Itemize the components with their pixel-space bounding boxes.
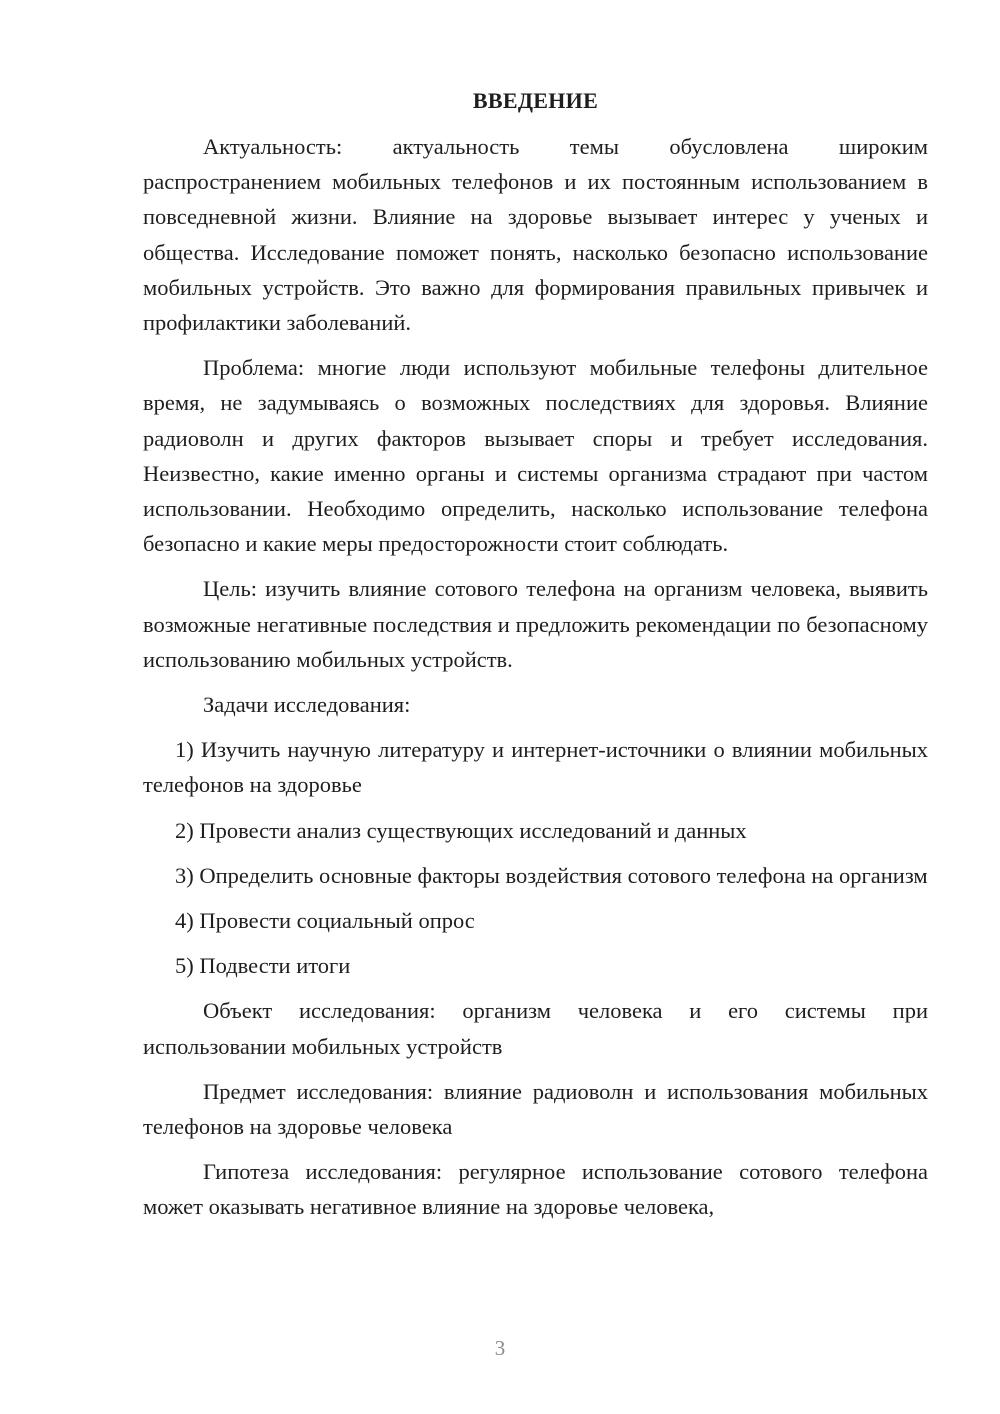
page-number: 3 (494, 1336, 506, 1360)
task-item: 3) Определить основные факторы воздействия сотового телефона на организм (175, 862, 928, 888)
task-item: 5) Подвести итоги (175, 953, 351, 979)
paragraph-subject: Предмет исследования: влияние радиоволн и использования мобильных телефонов на здоровье человека (143, 1078, 928, 1140)
paragraph-object: Объект исследования: организм человека и его системы при использовании мобильных устройств (143, 998, 928, 1059)
paragraph-hypothesis: Гипотеза исследования: регулярное использование сотового телефона может оказывать негативное влияние на здоровье человека, (143, 1159, 928, 1220)
paragraph-goal: Цель: изучить влияние сотового телефона на организм человека, выявить возможные негативные последствия и предложить рекомендации по безопасному использованию мобильных устройств. (143, 576, 928, 672)
paragraph-relevance: Актуальность: актуальность темы обусловлена широким распространением мобильных телефонов и их постоянным использованием в повседневной жизни. Влияние на здоровье вызывает интерес у ученых и общества. Исследование поможет понять, насколько безопасно использование мобильных устройств. Это важно для формирования правильных привычек и профилактики заболеваний. (143, 134, 928, 336)
paragraph-problem: Проблема: многие люди используют мобильные телефоны длительное время, не задумываясь о возможных последствиях для здоровья. Влияние радиоволн и других факторов вызывает споры и требует исследования. Неизвестно, какие именно органы и системы организма страдают при частом использовании. Необходимо определить, насколько использование телефона безопасно и какие меры предосторожности стоит соблюдать. (143, 355, 928, 557)
task-item: 4) Провести социальный опрос (175, 908, 475, 934)
task-item: 1) Изучить научную литературу и интернет-источники о влиянии мобильных телефонов на здоровье (143, 737, 928, 798)
paragraph-tasks-intro: Задачи исследования: (203, 692, 411, 718)
task-item: 2) Провести анализ существующих исследований и данных (175, 817, 747, 843)
section-heading: ВВЕДЕНИЕ (472, 88, 599, 113)
document-page (143, 90, 928, 1235)
